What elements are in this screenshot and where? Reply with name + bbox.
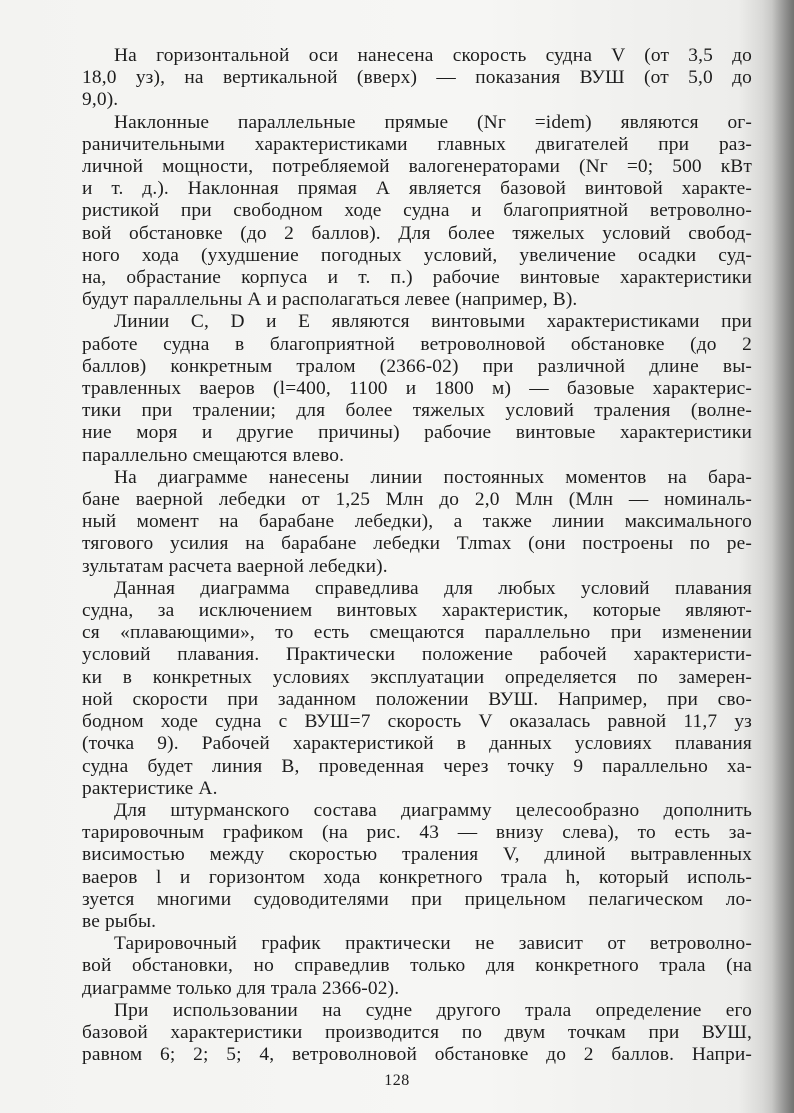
text-line: судна будет линия В, проведенная через точку 9 параллельно ха- (82, 755, 752, 777)
text-line: Тарировочный график практически не зависит от ветроволно- (114, 933, 752, 955)
text-line: рактеристике А. (82, 777, 218, 799)
text-line: тики при тралении; для более тяжелых условий траления (волне- (82, 400, 752, 422)
text-line: На диаграмме нанесены линии постоянных моментов на бара- (114, 466, 752, 488)
text-line: ваеров l и горизонтом хода конкретного трала h, который исполь- (82, 866, 752, 888)
paragraph-2 (82, 112, 752, 312)
text-line: судна, за исключением винтовых характеристик, которые являют- (82, 600, 752, 622)
text-line: (точка 9). Рабочей характеристикой в данных условиях плавания (82, 733, 752, 755)
text-line: Линии С, D и Е являются винтовыми характеристиками при (114, 311, 752, 333)
paragraph-1 (82, 45, 752, 112)
text-line: ной скорости при заданном положении ВУШ. Например, при сво- (82, 688, 752, 710)
text-line: 9,0). (82, 89, 119, 111)
paragraph-8 (82, 1000, 752, 1067)
text-line: При использовании на судне другого трала определение его (114, 999, 752, 1021)
text-line: работе судна в благоприятной ветроволновой обстановке (до 2 (82, 333, 752, 355)
text-line: тарировочным графиком (на рис. 43 — внизу слева), то есть за- (82, 822, 752, 844)
text-line: зуется многими судоводителями при прицельном пелагическом ло- (82, 888, 752, 910)
text-line: тягового усилия на барабане лебедки Тлmax (они построены по ре- (82, 533, 752, 555)
paragraph-6 (82, 800, 752, 933)
text-line: ве рыбы. (82, 910, 157, 932)
text-line: зультатам расчета ваерной лебедки). (82, 555, 388, 577)
text-line: ный момент на барабане лебедки), а также линии максимального (82, 511, 752, 533)
paragraph-5 (82, 578, 752, 800)
page-number: 128 (384, 1072, 410, 1089)
text-line: Для штурманского состава диаграмму целесообразно дополнить (114, 799, 752, 821)
paragraph-4 (82, 467, 752, 578)
text-line: ки в конкретных условиях эксплуатации определяется по замерен- (82, 666, 752, 688)
text-line: На горизонтальной оси нанесена скорость судна V (от 3,5 до (114, 45, 752, 66)
text-line: баллов) конкретным тралом (2366-02) при различной длине вы- (82, 355, 752, 377)
text-line: ся «плавающими», то есть смещаются параллельно при изменении (82, 622, 752, 644)
body-text (82, 45, 752, 1066)
text-line: ного хода (ухудшение погодных условий, увеличение осадки суд- (82, 244, 752, 266)
text-line: личной мощности, потребляемой валогенераторами (Nг =0; 500 кВт (82, 156, 752, 178)
text-line: вой обстановки, но справедлив только для конкретного трала (на (82, 955, 752, 977)
text-line: Данная диаграмма справедлива для любых условий плавания (114, 577, 752, 599)
text-line: ристикой при свободном ходе судна и благоприятной ветроволно- (82, 200, 752, 222)
text-line: на, обрастание корпуса и т. п.) рабочие винтовые характеристики (82, 267, 752, 289)
text-line: бодном ходе судна с ВУШ=7 скорость V оказалась равной 11,7 уз (82, 711, 752, 733)
text-line: раничительными характеристиками главных двигателей при раз- (82, 133, 752, 155)
text-line: бане ваерной лебедки от 1,25 Млн до 2,0 Млн (Млн — номиналь- (82, 489, 752, 511)
paragraph-7 (82, 933, 752, 1000)
text-line: диаграмме только для трала 2366-02). (82, 977, 400, 999)
paragraph-3 (82, 311, 752, 466)
text-line: травленных ваеров (l=400, 1100 и 1800 м) — базовые характерис- (82, 378, 752, 400)
text-line: Наклонные параллельные прямые (Nг =idem) являются ог- (114, 111, 752, 133)
text-line: равном 6; 2; 5; 4, ветроволновой обстановке до 2 баллов. Напри- (82, 1044, 752, 1066)
text-line: вой обстановке (до 2 баллов). Для более тяжелых условий свобод- (82, 222, 752, 244)
text-line: будут параллельны А и располагаться левее (например, В). (82, 289, 578, 311)
text-line: 18,0 уз), на вертикальной (вверх) — показания ВУШ (от 5,0 до (82, 67, 752, 89)
text-line: параллельно смещаются влево. (82, 444, 345, 466)
page-binding-shadow (772, 0, 794, 1113)
text-line: базовой характеристики производится по двум точкам при ВУШ, (82, 1021, 752, 1043)
text-line: и т. д.). Наклонная прямая А является базовой винтовой характе- (82, 178, 752, 200)
text-line: ние моря и другие причины) рабочие винтовые характеристики (82, 422, 752, 444)
text-line: висимостью между скоростью траления V, длиной вытравленных (82, 844, 752, 866)
text-line: условий плавания. Практически положение рабочей характеристи- (82, 644, 752, 666)
